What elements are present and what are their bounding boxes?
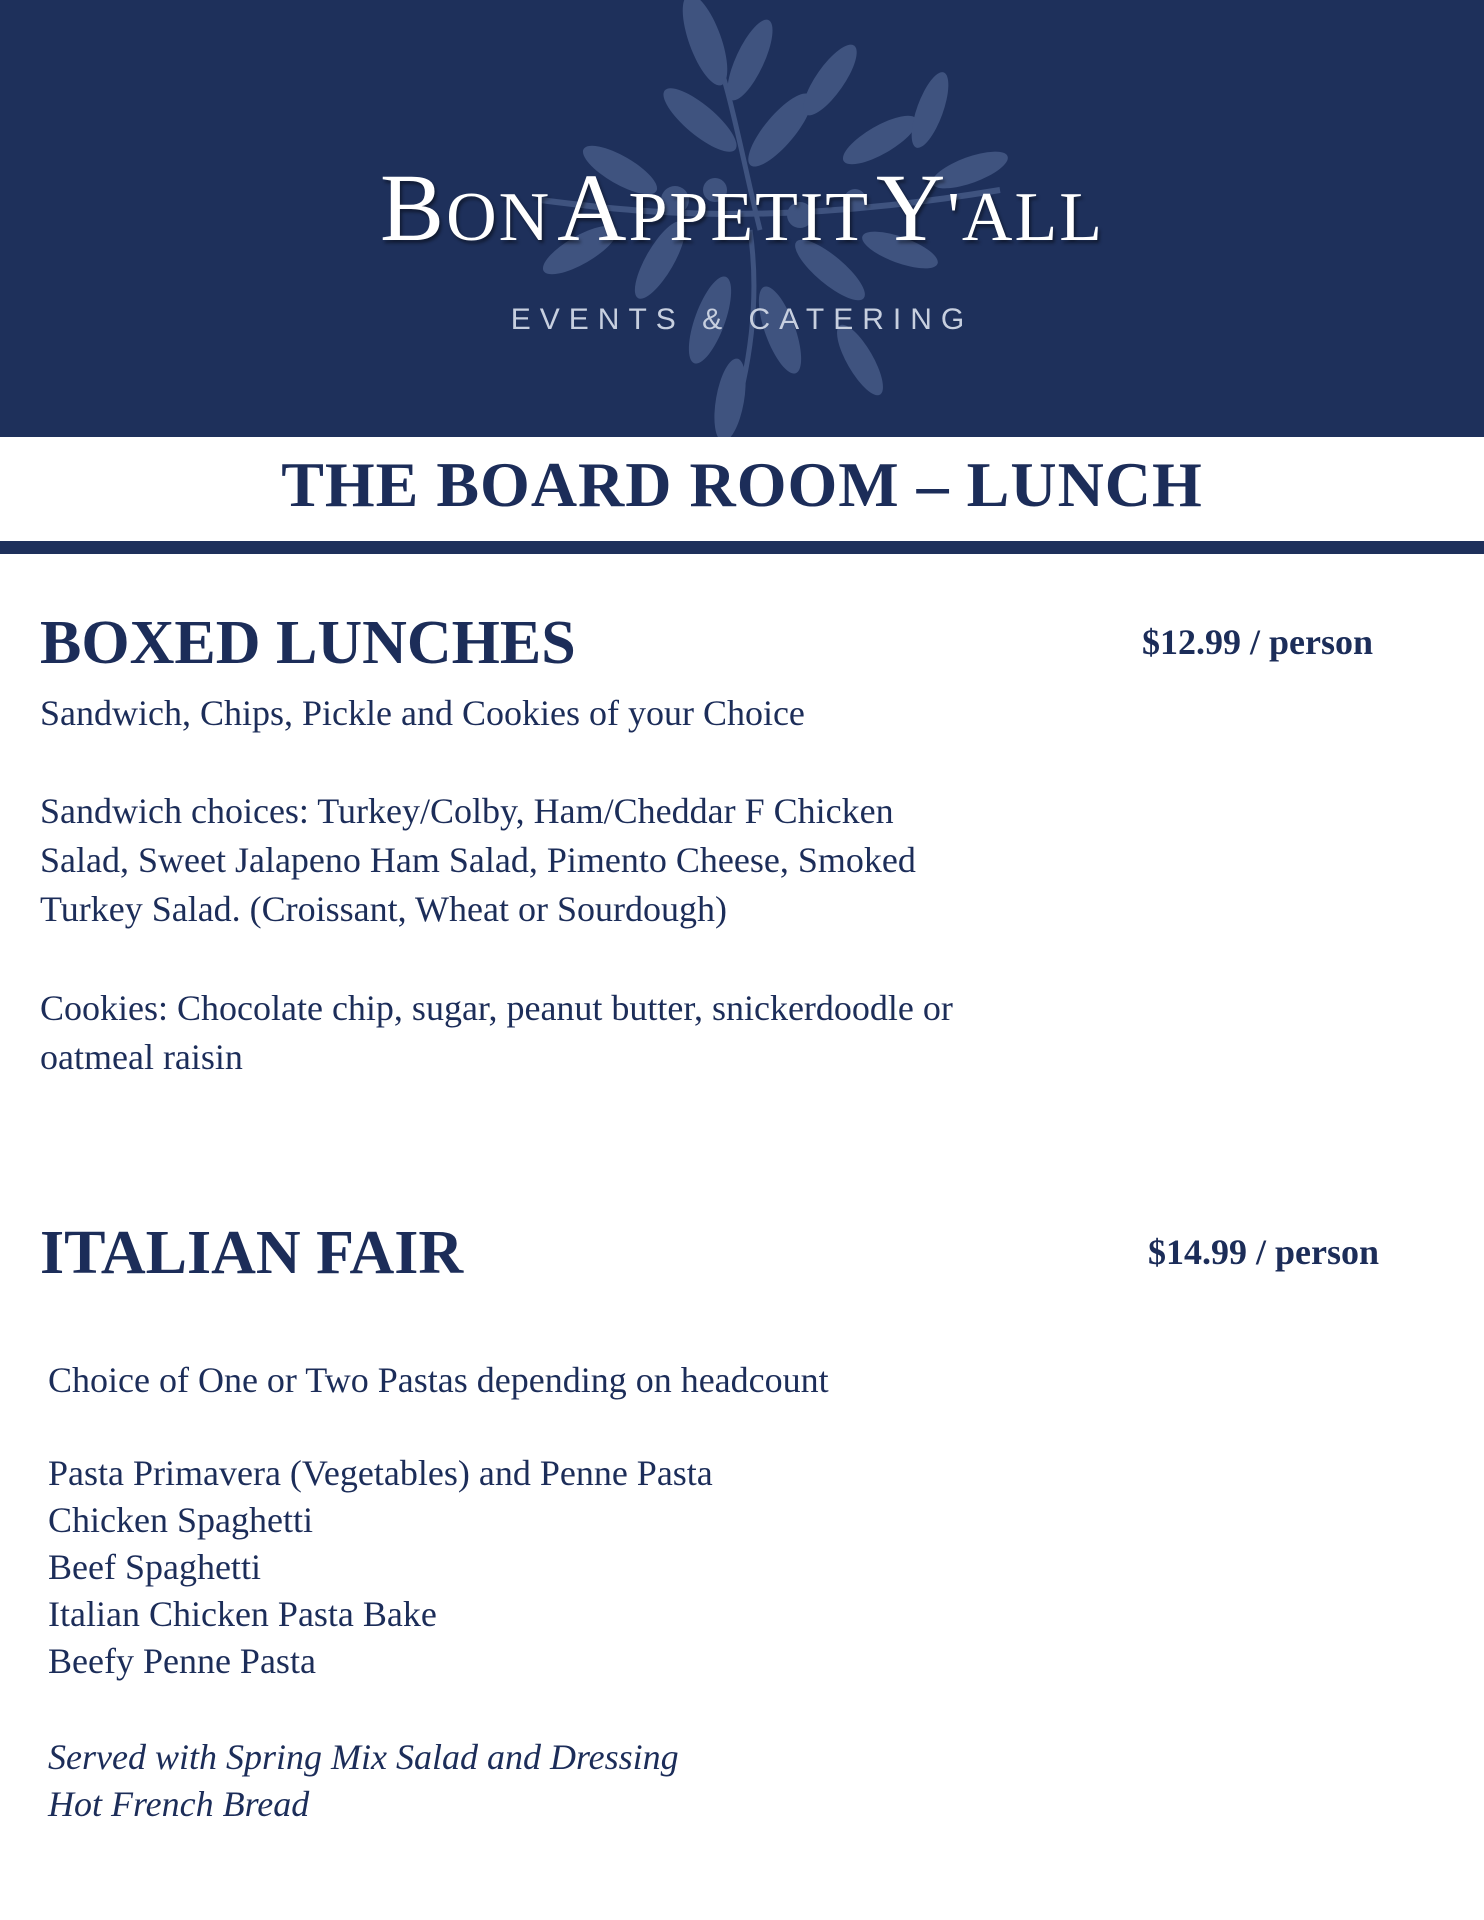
boxed-lunches-title: BOXED LUNCHES	[40, 609, 576, 677]
pasta-item: Beefy Penne Pasta	[48, 1641, 316, 1681]
pasta-item: Beef Spaghetti	[48, 1547, 261, 1587]
pasta-item: Chicken Spaghetti	[48, 1500, 313, 1540]
header-banner	[0, 0, 1484, 437]
pasta-item: Italian Chicken Pasta Bake	[48, 1594, 437, 1634]
brand-word-3-rest: 'ALL	[947, 179, 1104, 256]
text-line: Turkey Salad. (Croissant, Wheat or Sourdough)	[40, 889, 727, 929]
brand-word-2-rest: PPETIT	[628, 179, 870, 256]
brand-tagline: EVENTS & CATERING	[510, 303, 974, 336]
brand-word-1-rest: ON	[446, 179, 552, 256]
brand-word-2-initial: A	[557, 154, 629, 261]
page-title: THE BOARD ROOM – LUNCH	[281, 449, 1203, 520]
brand-word-3-initial: Y	[875, 154, 948, 261]
title-divider	[0, 541, 1484, 554]
italian-fair-price: $14.99 / person	[1148, 1232, 1380, 1272]
pasta-item: Pasta Primavera (Vegetables) and Penne Pasta	[48, 1453, 713, 1493]
text-line: Served with Spring Mix Salad and Dressing	[48, 1737, 679, 1777]
sandwich-choices	[40, 787, 916, 934]
boxed-lunches-description	[40, 689, 805, 738]
text-line: oatmeal raisin	[40, 1037, 243, 1077]
text-line: Sandwich choices: Turkey/Colby, Ham/Cheddar F Chicken	[40, 791, 894, 831]
text-line: Sandwich, Chips, Pickle and Cookies of your Choice	[40, 693, 805, 733]
served-with	[48, 1734, 679, 1828]
italian-fair-intro	[48, 1356, 829, 1405]
pasta-list	[48, 1450, 713, 1685]
text-line: Hot French Bread	[48, 1784, 310, 1824]
text-line: Choice of One or Two Pastas depending on headcount	[48, 1360, 829, 1400]
boxed-lunches-price: $12.99 / person	[1142, 622, 1374, 662]
text-line: Cookies: Chocolate chip, sugar, peanut butter, snickerdoodle or	[40, 988, 953, 1028]
cookie-choices	[40, 984, 953, 1082]
brand-logo	[0, 154, 1484, 261]
italian-fair-title: ITALIAN FAIR	[40, 1219, 464, 1287]
text-line: Salad, Sweet Jalapeno Ham Salad, Pimento Cheese, Smoked	[40, 840, 916, 880]
brand-word-1-initial: B	[380, 154, 447, 261]
